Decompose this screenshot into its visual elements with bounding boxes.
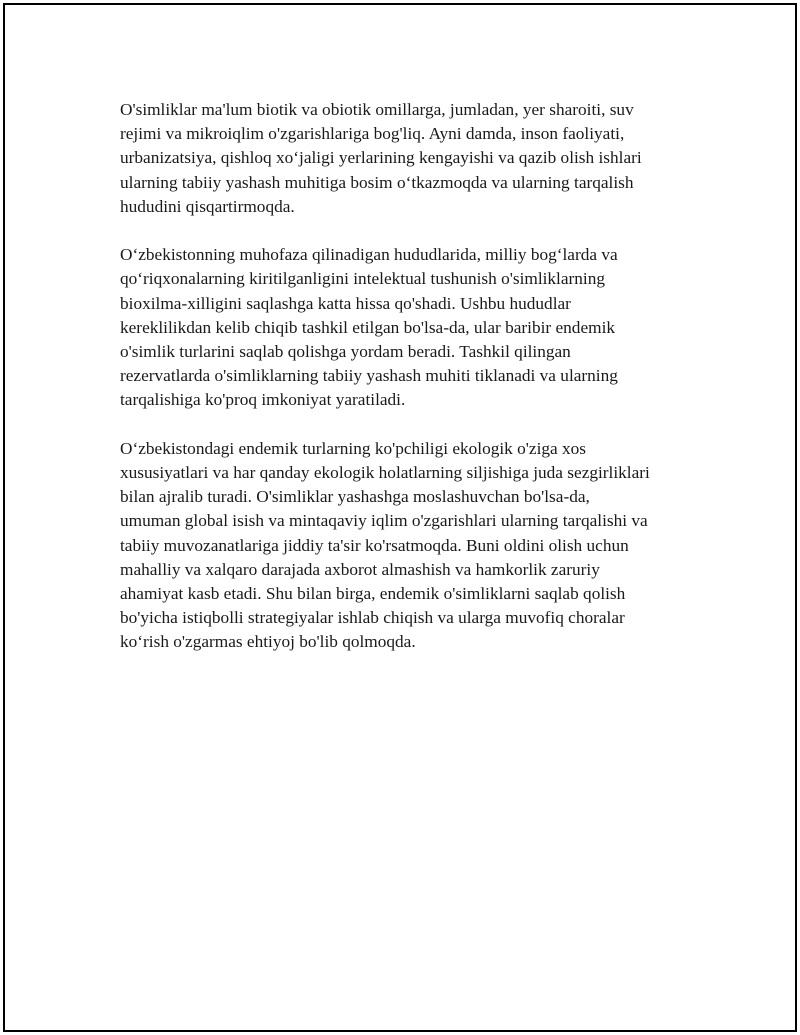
text-line: bilan ajralib turadi. O'simliklar yashashga moslashuvchan bo'lsa-da, <box>120 487 590 507</box>
text-line: qo‘riqxonalarning kiritilganligini intelektual tushunish o'simliklarning <box>120 269 606 289</box>
text-line: umuman global isish va mintaqaviy iqlim o'zgarishlari ularning tarqalishi va <box>120 511 648 531</box>
text-line: o'simlik turlarini saqlab qolishga yordam beradi. Tashkil qilingan <box>120 342 571 362</box>
paragraph-2 <box>120 243 700 412</box>
text-line: O‘zbekistonning muhofaza qilinadigan hududlarida, milliy bog‘larda va <box>120 245 618 265</box>
document-body <box>120 98 700 679</box>
text-line: O'simliklar ma'lum biotik va obiotik omillarga, jumladan, yer sharoiti, suv <box>120 100 634 119</box>
text-line: hududini qisqartirmoqda. <box>120 196 295 216</box>
paragraph-1 <box>120 98 700 219</box>
paragraph-3 <box>120 437 700 655</box>
text-line: bioxilma-xilligini saqlashga katta hissa qo'shadi. Ushbu hududlar <box>120 293 571 313</box>
text-line: rejimi va mikroiqlim o'zgarishlariga bog'liq. Ayni damda, inson faoliyati, <box>120 124 625 144</box>
text-line: urbanizatsiya, qishloq xo‘jaligi yerlarining kengayishi va qazib olish ishlari <box>120 148 642 168</box>
text-line: kereklilikdan kelib chiqib tashkil etilgan bo'lsa-da, ular baribir endemik <box>120 317 616 337</box>
text-line: tarqalishiga ko'proq imkoniyat yaratiladi. <box>120 390 406 410</box>
text-line: rezervatlarda o'simliklarning tabiiy yashash muhiti tiklanadi va ularning <box>120 366 618 386</box>
text-line: tabiiy muvozanatlariga jiddiy ta'sir ko'rsatmoqda. Buni oldini olish uchun <box>120 535 629 555</box>
text-line: xususiyatlari va har qanday ekologik holatlarning siljishiga juda sezgirliklari <box>120 463 650 483</box>
text-line: mahalliy va xalqaro darajada axborot almashish va hamkorlik zaruriy <box>120 559 600 579</box>
text-line: ularning tabiiy yashash muhitiga bosim o‘tkazmoqda va ularning tarqalish <box>120 172 634 192</box>
text-line: O‘zbekistondagi endemik turlarning ko'pchiligi ekologik o'ziga xos <box>120 438 587 458</box>
text-line: ko‘rish o'zgarmas ehtiyoj bo'lib qolmoqda. <box>120 632 416 652</box>
document-page <box>3 3 797 1032</box>
text-line: ahamiyat kasb etadi. Shu bilan birga, endemik o'simliklarni saqlab qolish <box>120 584 626 604</box>
text-line: bo'yicha istiqbolli strategiyalar ishlab chiqish va ularga muvofiq choralar <box>120 608 625 628</box>
